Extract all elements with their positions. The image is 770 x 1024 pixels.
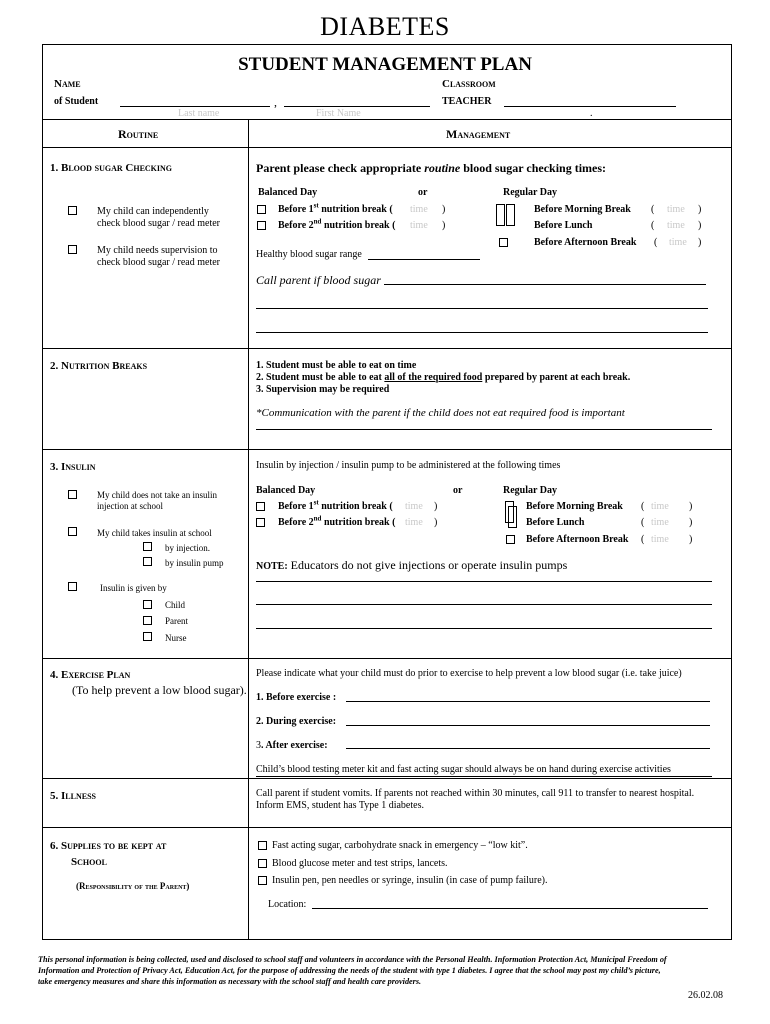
call-parent-field[interactable] bbox=[384, 284, 706, 285]
insulin-before-first-label: Before 1st nutrition break ( bbox=[278, 498, 393, 512]
during-exercise-label: 2. During exercise: bbox=[256, 716, 337, 727]
first-name-field[interactable] bbox=[284, 106, 430, 107]
paren-close: ) bbox=[698, 237, 702, 248]
paren-open: ( bbox=[651, 220, 655, 231]
insulin-before-second-checkbox[interactable] bbox=[256, 518, 265, 527]
last-name-hint: Last name bbox=[178, 108, 220, 119]
check-times-instruction: Parent please check appropriate routine blood sugar checking times: bbox=[256, 161, 607, 175]
healthy-range-field[interactable] bbox=[368, 259, 480, 260]
name-comma: , bbox=[274, 95, 277, 109]
illness-line-1: Call parent if student vomits. If parents not reached within 30 minutes, call 911 to transfer to nearest hospital. bbox=[256, 788, 695, 799]
before-second-break-label: Before 2nd nutrition break ( bbox=[278, 217, 396, 231]
section-divider bbox=[42, 348, 732, 349]
given-by-child-checkbox[interactable] bbox=[143, 600, 152, 609]
after-exercise-label: 3. After exercise: bbox=[256, 740, 328, 751]
no-insulin-checkbox[interactable] bbox=[68, 490, 77, 499]
supervision-label-2: check blood sugar / read meter bbox=[97, 257, 221, 268]
paren-close: ) bbox=[689, 501, 693, 512]
blank-line[interactable] bbox=[256, 308, 708, 309]
by-injection-label: by injection. bbox=[165, 543, 210, 553]
no-insulin-label-2: injection at school bbox=[97, 501, 163, 511]
injection-note: NOTE: Educators do not give injections or operate insulin pumps bbox=[256, 558, 568, 572]
given-by-label: Insulin is given by bbox=[100, 583, 167, 593]
afternoon-break-checkbox[interactable] bbox=[499, 238, 508, 247]
meter-kit-note: Child’s blood testing meter kit and fast acting sugar should always be on hand during exercise activities bbox=[256, 764, 671, 775]
given-by-nurse-label: Nurse bbox=[165, 633, 187, 643]
name-label: Name bbox=[54, 78, 81, 90]
blank-line[interactable] bbox=[256, 628, 712, 629]
column-divider bbox=[248, 119, 249, 940]
by-pump-label: by insulin pump bbox=[165, 558, 224, 568]
privacy-statement-line-1: This personal information is being collected, used and disclosed to school staff and volunteers in accordance with the Personal Health. Information Protection Act, Municipal Freedom of bbox=[38, 955, 667, 964]
takes-insulin-checkbox[interactable] bbox=[68, 527, 77, 536]
blood-sugar-heading: 1. Blood sugar Checking bbox=[50, 162, 173, 174]
last-name-field[interactable] bbox=[120, 106, 270, 107]
insulin-before-second-label: Before 2nd nutrition break ( bbox=[278, 514, 396, 528]
paren-close: ) bbox=[698, 204, 702, 215]
afternoon-break-label: Before Afternoon Break bbox=[534, 237, 637, 248]
insulin-heading: 3. Insulin bbox=[50, 461, 96, 473]
form-date: 26.02.08 bbox=[688, 990, 723, 1001]
nutrition-heading: 2. Nutrition Breaks bbox=[50, 360, 148, 372]
balanced-day-label: Balanced Day bbox=[258, 187, 318, 198]
teacher-field[interactable] bbox=[504, 106, 676, 107]
classroom-label: Classroom bbox=[442, 78, 496, 90]
before-first-break-checkbox[interactable] bbox=[257, 205, 266, 214]
takes-insulin-label: My child takes insulin at school bbox=[97, 528, 212, 538]
time-placeholder[interactable]: time bbox=[405, 501, 423, 512]
paren-close: ) bbox=[434, 501, 438, 512]
parent-responsibility: (Responsibility of the Parent) bbox=[76, 881, 190, 891]
paren-open: ( bbox=[641, 517, 645, 528]
nutrition-rule-3: 3. Supervision may be required bbox=[256, 384, 390, 395]
blank-line[interactable] bbox=[256, 604, 712, 605]
morning-break-checkbox[interactable] bbox=[496, 204, 505, 226]
regular-day-label: Regular Day bbox=[503, 187, 557, 198]
supplies-heading-2: School bbox=[71, 856, 107, 868]
blank-line[interactable] bbox=[256, 776, 712, 777]
supervision-label-1: My child needs supervision to bbox=[97, 245, 218, 256]
time-placeholder[interactable]: time bbox=[667, 220, 685, 231]
time-placeholder[interactable]: time bbox=[651, 501, 669, 512]
section-divider bbox=[42, 827, 732, 828]
communication-note: *Communication with the parent if the child does not eat required food is important bbox=[256, 407, 625, 419]
given-by-parent-checkbox[interactable] bbox=[143, 616, 152, 625]
insulin-lunch-label: Before Lunch bbox=[526, 517, 585, 528]
time-placeholder[interactable]: time bbox=[410, 204, 428, 215]
paren-close: ) bbox=[434, 517, 438, 528]
insulin-supplies-checkbox[interactable] bbox=[258, 876, 267, 885]
blank-line[interactable] bbox=[256, 332, 708, 333]
given-by-child-label: Child bbox=[165, 600, 186, 610]
location-field[interactable] bbox=[312, 908, 708, 909]
insulin-lunch-checkbox[interactable] bbox=[508, 506, 517, 528]
first-name-hint: First Name bbox=[316, 108, 361, 119]
document-title: DIABETES bbox=[320, 12, 450, 41]
form-subtitle: STUDENT MANAGEMENT PLAN bbox=[238, 54, 532, 75]
section-divider bbox=[42, 778, 732, 779]
paren-open: ( bbox=[641, 501, 645, 512]
nutrition-rule-1: 1. Student must be able to eat on time bbox=[256, 360, 417, 371]
section-divider bbox=[42, 449, 732, 450]
management-column-header: Management bbox=[446, 127, 511, 141]
morning-break-label: Before Morning Break bbox=[534, 204, 631, 215]
or-label: or bbox=[418, 187, 428, 198]
paren-close: ) bbox=[689, 534, 693, 545]
exercise-subheading: (To help prevent a low blood sugar). bbox=[72, 683, 247, 697]
paren-open: ( bbox=[654, 237, 658, 248]
header-period: . bbox=[590, 108, 593, 119]
before-exercise-label: 1. Before exercise : bbox=[256, 692, 337, 703]
by-injection-checkbox[interactable] bbox=[143, 542, 152, 551]
call-parent-label: Call parent if blood sugar bbox=[256, 273, 381, 287]
location-label: Location: bbox=[268, 899, 307, 910]
routine-column-header: Routine bbox=[118, 127, 159, 141]
after-exercise-field[interactable] bbox=[346, 748, 710, 749]
blank-line[interactable] bbox=[256, 429, 712, 430]
teacher-label: TEACHER bbox=[442, 96, 492, 107]
meter-strips-checkbox[interactable] bbox=[258, 859, 267, 868]
insulin-afternoon-label: Before Afternoon Break bbox=[526, 534, 629, 545]
or-label: or bbox=[453, 485, 463, 496]
before-first-break-label: Before 1st nutrition break ( bbox=[278, 201, 393, 215]
insulin-afternoon-checkbox[interactable] bbox=[506, 535, 515, 544]
lunch-checkbox[interactable] bbox=[506, 204, 515, 226]
supplies-heading: 6. Supplies to be kept at bbox=[50, 840, 167, 852]
meter-strips-label: Blood glucose meter and test strips, lancets. bbox=[272, 858, 448, 869]
low-kit-checkbox[interactable] bbox=[258, 841, 267, 850]
blank-line[interactable] bbox=[256, 581, 712, 582]
paren-close: ) bbox=[442, 204, 446, 215]
privacy-statement-line-3: take emergency measures and share this information as necessary with the school staff and health care providers. bbox=[38, 977, 422, 986]
insulin-morning-label: Before Morning Break bbox=[526, 501, 623, 512]
exercise-intro: Please indicate what your child must do prior to exercise to help prevent a low blood sugar (i.e. take juice) bbox=[256, 668, 682, 679]
healthy-range-label: Healthy blood sugar range bbox=[256, 249, 362, 260]
of-student-label: of Student bbox=[54, 96, 99, 107]
time-placeholder[interactable]: time bbox=[410, 220, 428, 231]
independent-label-2: check blood sugar / read meter bbox=[97, 218, 221, 229]
paren-open: ( bbox=[641, 534, 645, 545]
illness-line-2: Inform EMS, student has Type 1 diabetes. bbox=[256, 800, 424, 811]
independent-checkbox[interactable] bbox=[68, 206, 77, 215]
paren-close: ) bbox=[689, 517, 693, 528]
paren-close: ) bbox=[698, 220, 702, 231]
lunch-label: Before Lunch bbox=[534, 220, 593, 231]
time-placeholder[interactable]: time bbox=[405, 517, 423, 528]
before-exercise-field[interactable] bbox=[346, 701, 710, 702]
paren-close: ) bbox=[442, 220, 446, 231]
given-by-nurse-checkbox[interactable] bbox=[143, 632, 152, 641]
privacy-statement-line-2: Information and Protection of Privacy Act, Education Act, for the purpose of addressing the needs of the student with type 1 diabetes. I agree that the school may post my child’s picture, bbox=[38, 966, 661, 975]
insulin-intro: Insulin by injection / insulin pump to be administered at the following times bbox=[256, 460, 561, 471]
nutrition-rule-2: 2. Student must be able to eat all of the required food prepared by parent at each break. bbox=[256, 372, 631, 383]
independent-label-1: My child can independently bbox=[97, 206, 209, 217]
low-kit-label: Fast acting sugar, carbohydrate snack in emergency – “low kit”. bbox=[272, 840, 528, 851]
header-divider bbox=[42, 119, 732, 120]
exercise-heading: 4. Exercise Plan bbox=[50, 669, 131, 681]
time-placeholder[interactable]: time bbox=[669, 237, 687, 248]
section-divider bbox=[42, 658, 732, 659]
balanced-day-label: Balanced Day bbox=[256, 485, 316, 496]
time-placeholder[interactable]: time bbox=[651, 534, 669, 545]
supervision-checkbox[interactable] bbox=[68, 245, 77, 254]
insulin-supplies-label: Insulin pen, pen needles or syringe, insulin (in case of pump failure). bbox=[272, 875, 548, 886]
given-by-checkbox[interactable] bbox=[68, 582, 77, 591]
before-second-break-checkbox[interactable] bbox=[257, 221, 266, 230]
by-pump-checkbox[interactable] bbox=[143, 557, 152, 566]
column-header-divider bbox=[42, 147, 732, 148]
during-exercise-field[interactable] bbox=[346, 725, 710, 726]
time-placeholder[interactable]: time bbox=[667, 204, 685, 215]
regular-day-label: Regular Day bbox=[503, 485, 557, 496]
illness-heading: 5. Illness bbox=[50, 790, 96, 802]
given-by-parent-label: Parent bbox=[165, 616, 188, 626]
paren-open: ( bbox=[651, 204, 655, 215]
insulin-before-first-checkbox[interactable] bbox=[256, 502, 265, 511]
time-placeholder[interactable]: time bbox=[651, 517, 669, 528]
no-insulin-label-1: My child does not take an insulin bbox=[97, 490, 217, 500]
